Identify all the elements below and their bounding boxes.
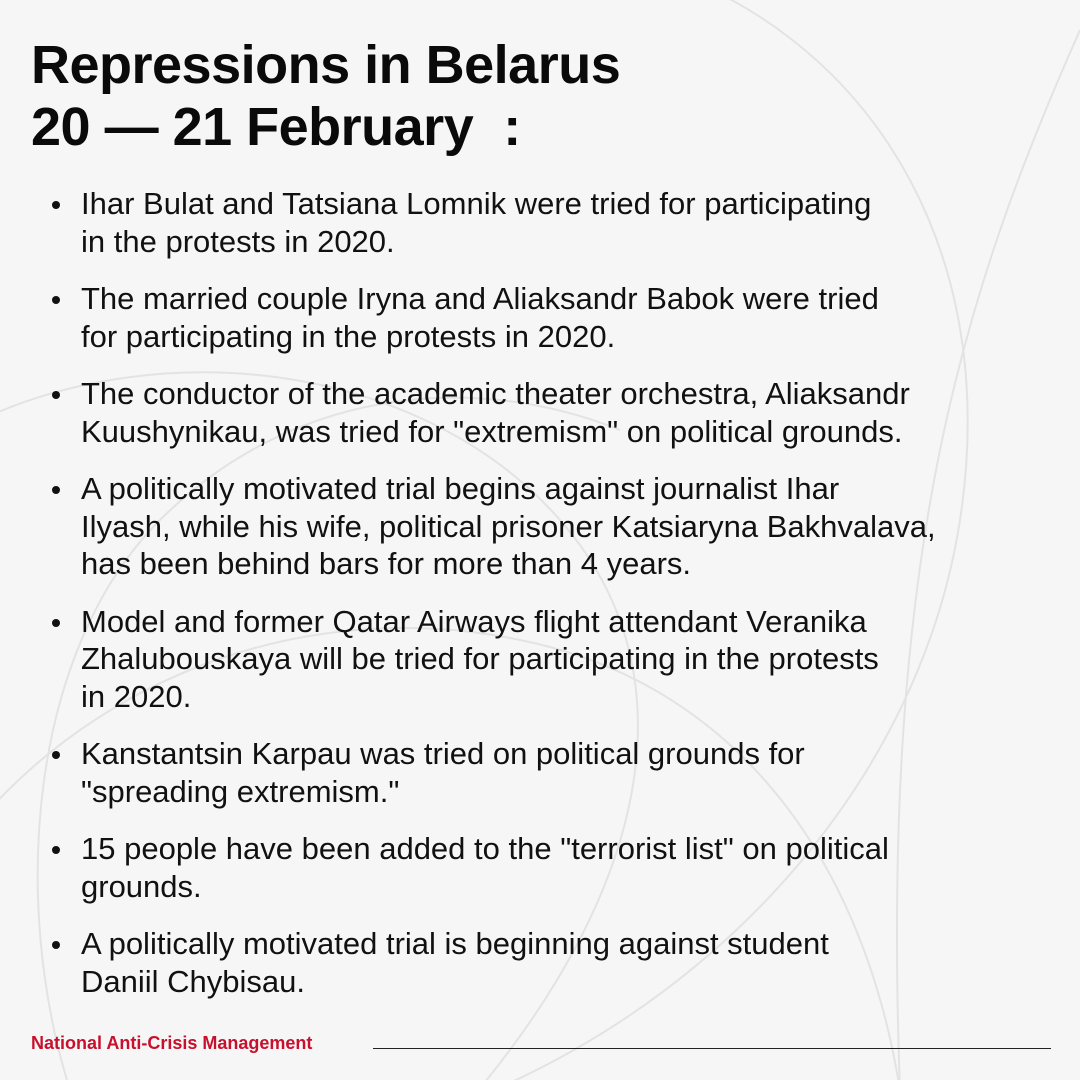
list-item-text: A politically motivated trial begins against journalist Ihar bbox=[81, 471, 840, 506]
footer-divider bbox=[373, 1048, 1051, 1049]
brand-name: National Anti-Crisis Management bbox=[31, 1033, 313, 1053]
title-dates: 20 — 21 February bbox=[31, 97, 474, 157]
list-item bbox=[48, 185, 1058, 260]
list-item-text: in 2020. bbox=[81, 678, 192, 714]
list-item-text: Daniil Chybisau. bbox=[81, 963, 305, 999]
list-item bbox=[48, 375, 1058, 450]
list-item-text: Model and former Qatar Airways flight attendant Veranika bbox=[81, 603, 867, 639]
list-item-text: A politically motivated trial is beginning against student bbox=[81, 926, 829, 961]
list-item-text: has been behind bars for more than 4 years. bbox=[81, 546, 692, 581]
list-item-text: The conductor of the academic theater orchestra, Aliaksandr bbox=[81, 376, 910, 411]
bullet-icon bbox=[52, 751, 60, 759]
title-line-1: Repressions in Belarus bbox=[31, 35, 621, 95]
list-item-text: Ihar Bulat and Tatsiana Lomnik were tried for participating bbox=[81, 186, 872, 221]
list-item bbox=[48, 603, 1058, 716]
bullet-icon bbox=[52, 296, 60, 304]
list-item bbox=[48, 830, 1058, 905]
list-item bbox=[48, 470, 1058, 583]
bullet-icon bbox=[52, 941, 60, 949]
list-item bbox=[48, 925, 1058, 1000]
bullet-icon bbox=[52, 619, 60, 627]
bullet-icon bbox=[52, 201, 60, 209]
news-list bbox=[48, 185, 1058, 1020]
list-item-text: grounds. bbox=[81, 868, 202, 904]
list-item-text: Kanstantsin Karpau was tried on political grounds for bbox=[81, 736, 805, 771]
title-colon: : bbox=[503, 97, 521, 157]
list-item bbox=[48, 735, 1058, 810]
list-item-text: "spreading extremism." bbox=[81, 773, 400, 809]
list-item-text: Zhalubouskaya will be tried for participating in the protests bbox=[81, 641, 879, 676]
footer bbox=[31, 1031, 1051, 1055]
list-item-text: in the protests in 2020. bbox=[81, 223, 395, 259]
list-item bbox=[48, 280, 1058, 355]
list-item-text: for participating in the protests in 2020. bbox=[81, 318, 616, 354]
list-item-text: Kuushynikau, was tried for "extremism" on political grounds. bbox=[81, 413, 903, 449]
list-item-text: 15 people have been added to the "terrorist list" on political bbox=[81, 831, 889, 866]
bullet-icon bbox=[52, 486, 60, 494]
list-item-text: The married couple Iryna and Aliaksandr Babok were tried bbox=[81, 281, 879, 316]
page-title bbox=[31, 34, 620, 158]
list-item-text: Ilyash, while his wife, political prisoner Katsiaryna Bakhvalava, bbox=[81, 508, 936, 544]
bullet-icon bbox=[52, 846, 60, 854]
bullet-icon bbox=[52, 391, 60, 399]
title-line-2 bbox=[31, 96, 620, 158]
